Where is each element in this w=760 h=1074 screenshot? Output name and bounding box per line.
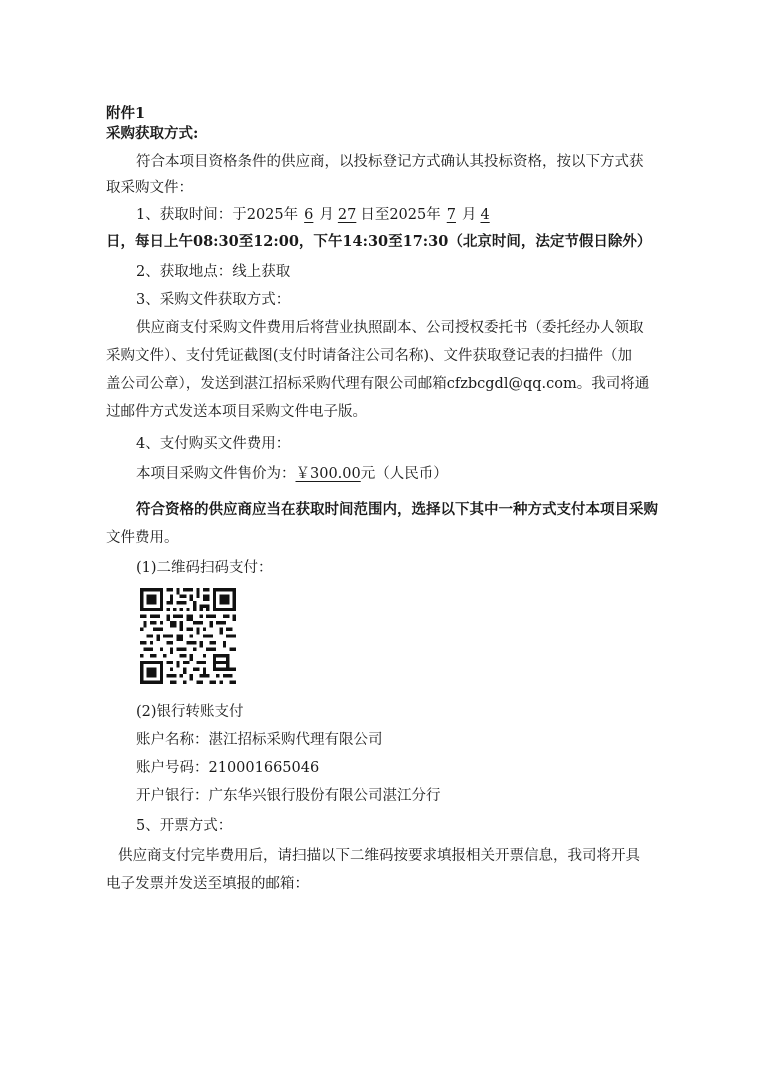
- item1-from-month: 6: [304, 207, 314, 223]
- bank-name: 开户银行：广东华兴银行股份有限公司湛江分行: [136, 788, 441, 804]
- intro-line-1: 符合本项目资格条件的供应商，以投标登记方式确认其投标资格，按以下方式获: [136, 154, 644, 170]
- item3-line-4: 过邮件方式发送本项目采购文件电子版。: [106, 404, 367, 420]
- item1-from-day: 27: [337, 207, 357, 223]
- section-title: 采购获取方式:: [106, 125, 199, 142]
- item1-to-month: 7: [446, 207, 456, 223]
- item3-line-3: 盖公司公章），发送到湛江招标采购代理有限公司邮箱cfzbcgdl@qq.com。我司将通: [106, 376, 650, 392]
- item1-line-2: 日，每日上午08:30至12:00，下午14:30至17:30（北京时间，法定节假日除外）: [106, 233, 652, 250]
- intro-line-2: 取采购文件：: [106, 180, 193, 196]
- item2-text: 2、获取地点：线上获取: [136, 264, 291, 280]
- item3-title: 3、采购文件获取方式：: [136, 292, 291, 308]
- qr-payment-label: (1)二维码扫码支付：: [136, 560, 273, 576]
- price-suffix: 元（人民币）: [360, 466, 448, 482]
- price-value: ￥300.00: [295, 466, 361, 482]
- item1-day-to: 日至2025年: [360, 207, 441, 223]
- item1-month-char-a: 月: [319, 207, 334, 223]
- item5-line-2: 电子发票并发送至填报的邮箱：: [106, 876, 309, 892]
- bank-account-name: 账户名称：湛江招标采购代理有限公司: [136, 732, 383, 748]
- item3-line-2: 采购文件）、支付凭证截图(支付时请备注公司名称)、文件获取登记表的扫描件（加: [106, 348, 633, 364]
- bank-account-number: 账户号码：210001665046: [136, 760, 320, 776]
- item4-note-line-2: 文件费用。: [106, 530, 179, 546]
- item1-month-char-b: 月: [461, 207, 477, 223]
- item4-title: 4、支付购买文件费用：: [136, 436, 291, 452]
- price-prefix: 本项目采购文件售价为：: [136, 466, 296, 482]
- item1-to-day: 4: [480, 207, 490, 223]
- bank-title: (2)银行转账支付: [136, 704, 244, 720]
- item4-price-line: [136, 464, 448, 484]
- item1-line-1: [136, 205, 494, 225]
- item4-note-line-1: 符合资格的供应商应当在获取时间范围内，选择以下其中一种方式支付本项目采购: [136, 501, 658, 518]
- attachment-label: 附件1: [106, 105, 146, 122]
- item5-title: 5、开票方式：: [136, 818, 233, 834]
- payment-qr-code[interactable]: [136, 588, 240, 684]
- item3-line-1: 供应商支付采购文件费用后将营业执照副本、公司授权委托书（委托经办人领取: [136, 320, 644, 336]
- item5-line-1: 供应商支付完毕费用后，请扫描以下二维码按要求填报相关开票信息，我司将开具: [118, 848, 640, 864]
- item1-from-prefix: 于2025年: [232, 207, 299, 223]
- item1-label: 1、获取时间：: [136, 207, 233, 223]
